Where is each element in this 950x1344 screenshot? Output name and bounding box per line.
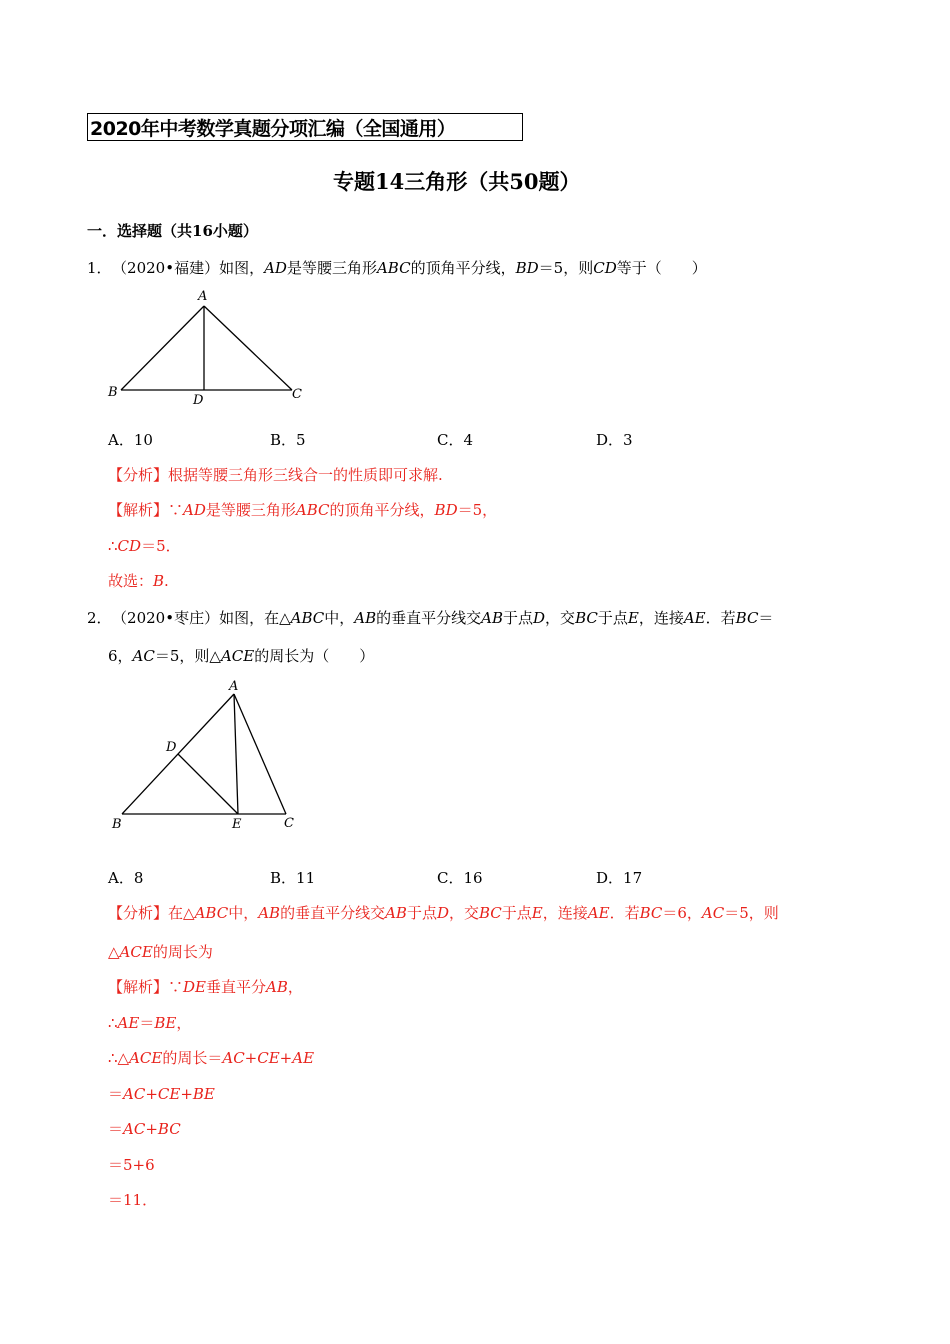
q2-label-d: D	[166, 740, 177, 755]
q1-analysis: 【分析】根据等腰三角形三线合一的性质即可求解.	[108, 466, 443, 484]
q2-side-ac	[234, 694, 286, 814]
q2-solution-line7: ＝11．	[108, 1191, 158, 1209]
q1-source: （2020•福建）	[119, 259, 220, 277]
q1-text: 等于（ ）	[616, 259, 707, 277]
q2-label-a: A	[229, 679, 239, 694]
q1-option-a[interactable]: A．10	[108, 431, 153, 449]
q2-option-b[interactable]: B．11	[270, 869, 316, 887]
q1-var: BD	[515, 259, 539, 277]
q2-option-d[interactable]: D．17	[596, 869, 643, 887]
section-heading: 一．选择题（共16小题）	[87, 222, 258, 240]
q2-solution-line6: ＝5+6	[108, 1156, 155, 1174]
q1-text: 是等腰三角形	[286, 259, 377, 277]
q2-label-b: B	[112, 817, 122, 832]
q1-text: 的顶角平分线，	[410, 259, 516, 277]
q1-solution-line3: 故选：B.	[108, 572, 169, 590]
q2-solution-line4: ＝AC+CE+BE	[108, 1085, 215, 1103]
q1-text: 如图，	[219, 259, 265, 277]
q1-var: ABC	[376, 259, 411, 277]
q2-segment-ae	[234, 694, 238, 814]
q2-analysis-line2: △ACE的周长为	[108, 943, 213, 961]
q2-option-c[interactable]: C．16	[437, 869, 483, 887]
q2-solution-line1: 【解析】∵DE垂直平分AB，	[108, 978, 303, 996]
q1-label-b: B	[108, 385, 118, 400]
q2-solution-line5: ＝AC+BC	[108, 1120, 181, 1138]
q2-stem-line1: 2． （2020•枣庄）如图，在△ABC中，AB的垂直平分线交AB于点D，交BC于点E，连接AE．若BC＝	[87, 609, 774, 627]
q1-label-a: A	[198, 289, 208, 304]
q2-solution-line3: ∴△ACE的周长＝AC+CE+AE	[108, 1049, 315, 1067]
q2-segment-de	[178, 754, 238, 814]
series-title: 2020年中考数学真题分项汇编（全国通用）	[90, 118, 456, 140]
topic-title: 专题14三角形（共50题）	[333, 169, 581, 194]
q1-option-d[interactable]: D．3	[596, 431, 633, 449]
q2-figure-triangle	[104, 674, 314, 834]
q2-label-c: C	[284, 816, 294, 831]
q1-solution-line2: ∴CD＝5．	[108, 537, 181, 555]
q1-label-c: C	[292, 387, 302, 402]
q1-stem	[87, 257, 707, 278]
q1-var: AD	[264, 259, 287, 277]
q1-option-b[interactable]: B．5	[270, 431, 306, 449]
q2-label-e: E	[232, 817, 242, 832]
q1-number: 1．	[87, 259, 112, 277]
q1-figure-triangle	[104, 284, 314, 410]
q2-stem-line2: 6，AC＝5，则△ACE的周长为（ ）	[108, 647, 375, 665]
q1-label-d: D	[193, 393, 204, 408]
q1-side-ab	[121, 306, 204, 390]
q2-analysis-line1: 【分析】在△ABC中，AB的垂直平分线交AB于点D，交BC于点E，连接AE．若BC＝6，AC＝5，则	[108, 904, 779, 922]
q1-var: CD	[593, 259, 617, 277]
q1-text: ＝5，则	[538, 259, 594, 277]
q1-side-ac	[204, 306, 292, 390]
q1-option-c[interactable]: C．4	[437, 431, 474, 449]
q2-option-a[interactable]: A．8	[108, 869, 144, 887]
q2-solution-line2: ∴AE＝BE，	[108, 1014, 192, 1032]
q1-solution-line1: 【解析】∵AD是等腰三角形ABC的顶角平分线，BD＝5，	[108, 501, 498, 519]
